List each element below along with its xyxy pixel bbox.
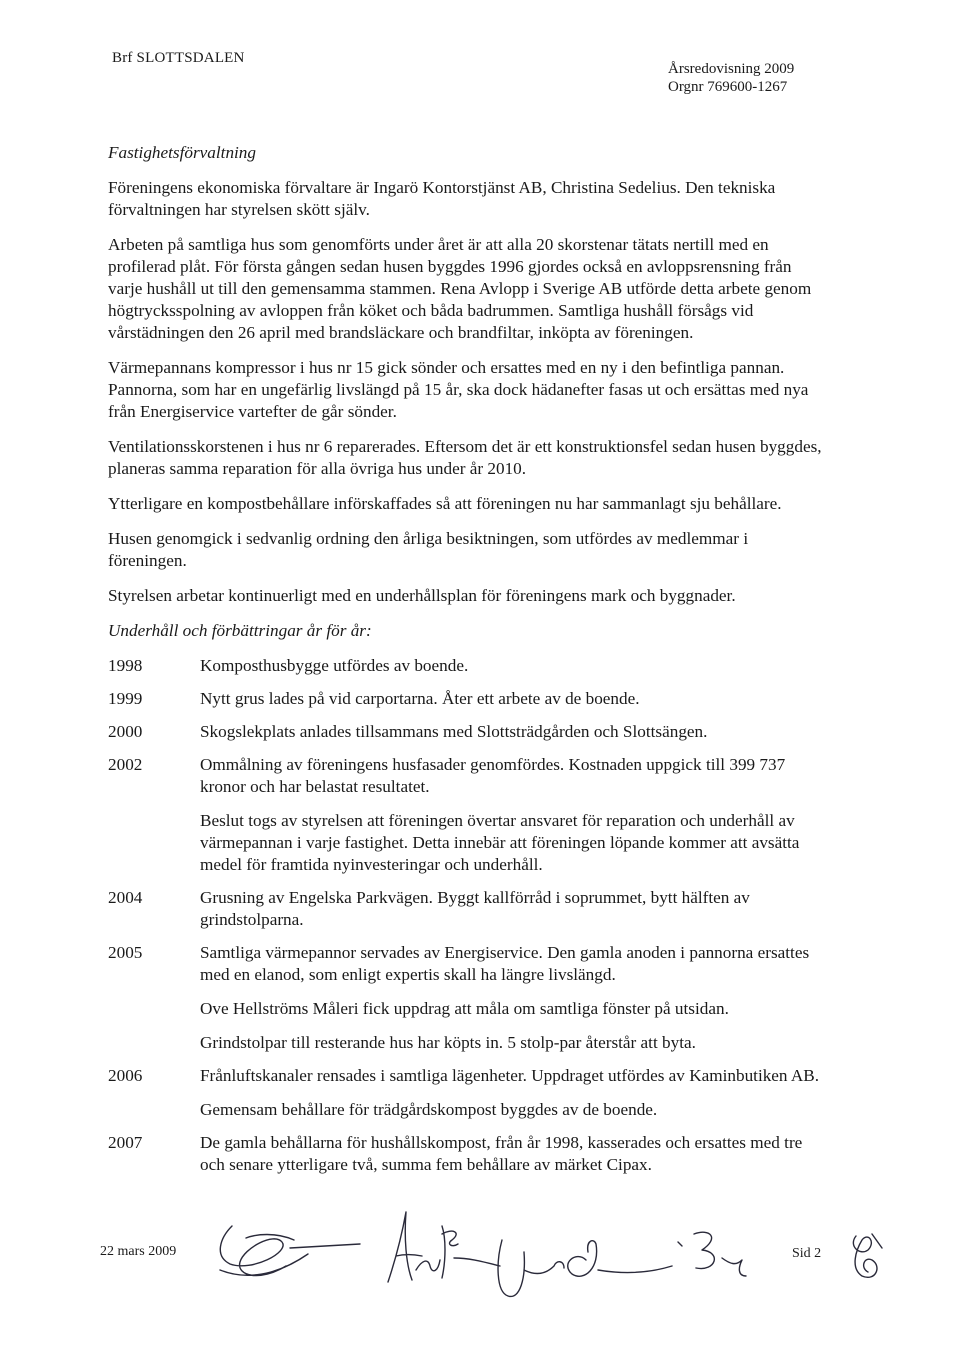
history-text — [200, 1065, 828, 1121]
history-entry — [108, 754, 828, 876]
history-item: Nytt grus lades på vid carportarna. Åter ett arbete av de boende. — [200, 689, 640, 708]
history-year: 2005 — [108, 943, 143, 962]
paragraph: Husen genomgick i sedvanlig ordning den årliga besiktningen, som utfördes av medlemmar i föreningen. — [108, 529, 749, 570]
history-year: 1998 — [108, 656, 143, 675]
history-entry — [108, 688, 828, 710]
history-entry — [108, 721, 828, 743]
paragraph: Värmepannans kompressor i hus nr 15 gick sönder och ersattes med en ny i den befintliga pannan. Pannorna, som har en ungefärlig livslängd på 15 år, ska dock hädanefter fasas ut och ersättas med nya från Energiservice vartefter de går sönder. — [108, 358, 809, 421]
history-item: De gamla behållarna för hushållskompost, från år 1998, kasserades och ersattes med tre och senare ytterligare två, summa fem behållare av märket Cipax. — [200, 1133, 803, 1174]
history-text — [200, 1132, 828, 1176]
section-heading-property-management: Fastighetsförvaltning — [108, 143, 256, 162]
signatures — [190, 1208, 790, 1308]
history-year: 2002 — [108, 755, 143, 774]
paragraph: Föreningens ekonomiska förvaltare är Ingarö Kontorstjänst AB, Christina Sedelius. Den tekniska förvaltningen har styrelsen skött själv. — [108, 178, 776, 219]
history-item: Skogslekplats anlades tillsammans med Slottsträdgården och Slottsängen. — [200, 722, 708, 741]
history-entry — [108, 655, 828, 677]
header-right — [668, 60, 794, 96]
history-year: 1999 — [108, 689, 143, 708]
history-item: Beslut togs av styrelsen att föreningen övertar ansvaret för reparation och underhåll av värmepannan i varje fastighet. Detta innebär att föreningen löpande kommer att avsätta medel för framtida nyinvesteringar och underhåll. — [200, 811, 800, 874]
history-item: Samtliga värmepannor servades av Energiservice. Den gamla anoden i pannorna ersattes med en elanod, som enligt expertis skall ha längre livslängd. — [200, 943, 810, 984]
history-year: 2000 — [108, 722, 143, 741]
history-year: 2006 — [108, 1066, 143, 1085]
history-item: Gemensam behållare för trädgårdskompost byggdes av de boende. — [200, 1100, 658, 1119]
history-text — [200, 721, 828, 743]
history-item: Komposthusbygge utfördes av boende. — [200, 656, 469, 675]
history-text — [200, 655, 828, 677]
history-entry — [108, 887, 828, 931]
organization-name: Brf SLOTTSDALEN — [112, 50, 245, 66]
history-text — [200, 942, 828, 1054]
main-content — [108, 142, 828, 1187]
section-heading-maintenance: Underhåll och förbättringar år för år: — [108, 621, 372, 640]
handwritten-initial — [842, 1228, 892, 1284]
signature-3 — [498, 1240, 672, 1296]
paragraph: Ventilationsskorstenen i hus nr 6 reparerades. Eftersom det är ett konstruktionsfel sedan husen byggdes, planeras samma reparation för alla övriga hus under år 2010. — [108, 437, 822, 478]
signature-1 — [220, 1226, 360, 1276]
history-item: Grusning av Engelska Parkvägen. Byggt kallförråd i soprummet, bytt hälften av grindstolparna. — [200, 888, 750, 929]
page-number: Sid 2 — [792, 1246, 822, 1261]
footer-date: 22 mars 2009 — [100, 1244, 177, 1259]
history-entry — [108, 1065, 828, 1121]
signature-2 — [388, 1212, 500, 1282]
paragraph: Ytterligare en kompostbehållare införskaffades så att föreningen nu har sammanlagt sju behållare. — [108, 494, 782, 513]
signature-4 — [678, 1232, 746, 1276]
history-text — [200, 754, 828, 876]
history-item: Frånluftskanaler rensades i samtliga lägenheter. Uppdraget utfördes av Kaminbutiken AB. — [200, 1066, 820, 1085]
history-year: 2007 — [108, 1133, 143, 1152]
report-title: Årsredovisning 2009 — [668, 61, 795, 77]
history-text — [200, 887, 828, 931]
history-entry — [108, 942, 828, 1054]
history-item: Ommålning av föreningens husfasader genomfördes. Kostnaden uppgick till 399 737 kronor och har belastat resultatet. — [200, 755, 786, 796]
history-year: 2004 — [108, 888, 143, 907]
history-item: Grindstolpar till resterande hus har köpts in. 5 stolp-par återstår att byta. — [200, 1033, 696, 1052]
paragraph: Arbeten på samtliga hus som genomförts under året är att alla 20 skorstenar tätats nertill med en profilerad plåt. För första gången sedan husen byggdes 1996 gjordes också en avloppsrensning från varje hushåll ut till den gemensamma stammen. Rena Avlopp i Sverige AB utförde detta arbete genom högtrycksspolning av avloppen från köket och båda badrummen. Samtliga hushåll försågs vid vårstädningen den 26 april med brandsläckare och brandfiltar, inköpta av föreningen. — [108, 235, 812, 342]
paragraph: Styrelsen arbetar kontinuerligt med en underhållsplan för föreningens mark och byggnader. — [108, 586, 736, 605]
history-item: Ove Hellströms Måleri fick uppdrag att måla om samtliga fönster på utsidan. — [200, 999, 729, 1018]
org-number: Orgnr 769600-1267 — [668, 79, 788, 95]
history-text — [200, 688, 828, 710]
history-entry — [108, 1132, 828, 1176]
